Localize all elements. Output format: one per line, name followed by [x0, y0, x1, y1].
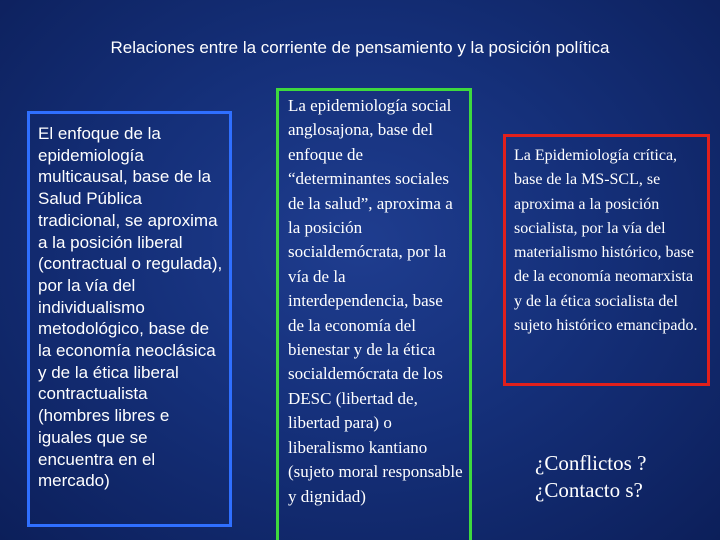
socialist-position-box: La Epidemiología crítica, base de la MS-SCL, se aproxima a la posición socialista, por la vía del materialismo histórico, base de la economía neomarxista y de la ética socialista del sujeto histórico emancipado.	[503, 134, 710, 386]
liberal-position-box: El enfoque de la epidemiología multicausal, base de la Salud Pública tradicional, se aproxima a la posición liberal (contractual o regulada), por la vía del individualismo metodológico, base de la economía neoclásica y de la ética liberal contractualista (hombres libres e iguales que se encuentra en el mercado)	[27, 111, 232, 527]
socialdemocratic-position-box: La epidemiología social anglosajona, base del enfoque de “determinantes sociales de la salud”, aproxima a la posición socialdemócrata, por la vía de la interdependencia, base de la economía del bienestar y de la ética socialdemócrata de los DESC (libertad de, libertad para) o liberalismo kantiano (sujeto moral responsable y dignidad)	[276, 88, 472, 540]
slide-title: Relaciones entre la corriente de pensamiento y la posición política	[110, 38, 610, 57]
conflicts-question: ¿Conflictos ?¿Contacto s?	[535, 451, 647, 502]
